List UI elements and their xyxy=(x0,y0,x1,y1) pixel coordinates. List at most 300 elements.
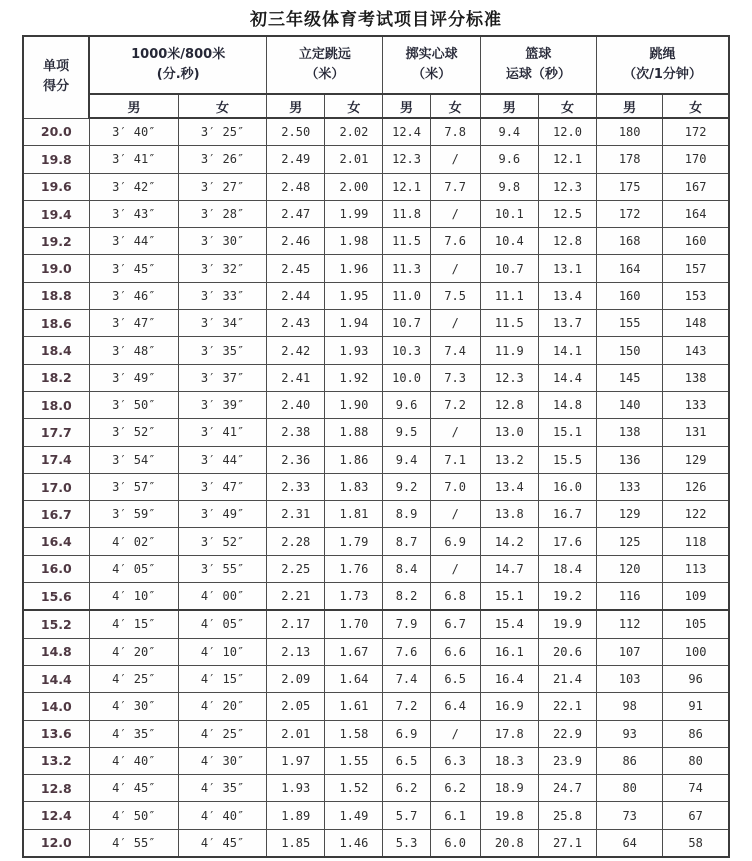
ball-female-cell: 7.2 xyxy=(430,391,480,418)
rope-female-cell: 118 xyxy=(663,528,729,555)
dribble-female-cell: 12.5 xyxy=(538,200,596,227)
run-female-cell: 3′ 25″ xyxy=(178,118,266,146)
run-female-cell: 3′ 28″ xyxy=(178,200,266,227)
jump-female-cell: 1.67 xyxy=(325,638,383,665)
jump-female-header: 女 xyxy=(325,94,383,118)
run-male-cell: 4′ 15″ xyxy=(89,610,178,638)
jump-female-cell: 1.81 xyxy=(325,501,383,528)
ball-male-cell: 7.4 xyxy=(383,665,430,692)
ball-female-cell: 6.0 xyxy=(430,829,480,857)
dribble-male-cell: 12.8 xyxy=(480,391,538,418)
jump-female-cell: 1.94 xyxy=(325,310,383,337)
rope-female-cell: 100 xyxy=(663,638,729,665)
dribble-male-cell: 19.8 xyxy=(480,802,538,829)
ball-male-header: 男 xyxy=(383,94,430,118)
jump-female-cell: 1.76 xyxy=(325,555,383,582)
dribble-female-cell: 16.0 xyxy=(538,473,596,500)
run-male-header: 男 xyxy=(89,94,178,118)
ball-female-cell: 6.3 xyxy=(430,747,480,774)
table-row xyxy=(23,665,729,692)
rope-female-cell: 138 xyxy=(663,364,729,391)
jump-female-cell: 1.88 xyxy=(325,419,383,446)
run-male-cell: 4′ 35″ xyxy=(89,720,178,747)
jump-male-header: 男 xyxy=(267,94,325,118)
dribble-female-cell: 16.7 xyxy=(538,501,596,528)
score-cell: 16.0 xyxy=(23,555,89,582)
jump-male-cell: 2.44 xyxy=(267,282,325,309)
jump-male-cell: 2.01 xyxy=(267,720,325,747)
run-female-cell: 3′ 26″ xyxy=(178,146,266,173)
run-female-cell: 4′ 15″ xyxy=(178,665,266,692)
score-cell: 16.4 xyxy=(23,528,89,555)
ball-male-cell: 8.2 xyxy=(383,583,430,611)
jump-male-cell: 2.25 xyxy=(267,555,325,582)
jump-female-cell: 1.79 xyxy=(325,528,383,555)
dribble-male-cell: 13.4 xyxy=(480,473,538,500)
jump-female-cell: 1.70 xyxy=(325,610,383,638)
ball-female-cell: 6.7 xyxy=(430,610,480,638)
run-female-cell: 3′ 34″ xyxy=(178,310,266,337)
ball-female-cell: 7.7 xyxy=(430,173,480,200)
run-female-cell: 3′ 35″ xyxy=(178,337,266,364)
table-row xyxy=(23,146,729,173)
jump-male-cell: 2.43 xyxy=(267,310,325,337)
score-cell: 20.0 xyxy=(23,118,89,146)
score-cell: 19.0 xyxy=(23,255,89,282)
run-male-cell: 3′ 41″ xyxy=(89,146,178,173)
table-row xyxy=(23,173,729,200)
run-male-cell: 4′ 30″ xyxy=(89,693,178,720)
ball-male-cell: 10.0 xyxy=(383,364,430,391)
ball-female-cell: 6.6 xyxy=(430,638,480,665)
jump-female-cell: 1.46 xyxy=(325,829,383,857)
table-row xyxy=(23,829,729,857)
run-male-cell: 4′ 45″ xyxy=(89,775,178,802)
jump-male-cell: 2.13 xyxy=(267,638,325,665)
rope-male-cell: 138 xyxy=(597,419,663,446)
dribble-male-cell: 15.4 xyxy=(480,610,538,638)
rope-male-cell: 98 xyxy=(597,693,663,720)
dribble-header-line1: 篮球 xyxy=(525,46,552,62)
ball-female-cell: 7.0 xyxy=(430,473,480,500)
table-row xyxy=(23,200,729,227)
score-standards-table xyxy=(22,35,730,858)
jump-male-cell: 2.46 xyxy=(267,228,325,255)
event-header-row xyxy=(23,36,729,94)
table-row xyxy=(23,720,729,747)
jump-male-cell: 2.40 xyxy=(267,391,325,418)
rope-male-cell: 80 xyxy=(597,775,663,802)
dribble-male-cell: 12.3 xyxy=(480,364,538,391)
score-column-header xyxy=(23,36,89,118)
rope-female-cell: 96 xyxy=(663,665,729,692)
event-header-run xyxy=(89,36,266,94)
rope-female-cell: 67 xyxy=(663,802,729,829)
rope-male-cell: 116 xyxy=(597,583,663,611)
dribble-female-cell: 22.9 xyxy=(538,720,596,747)
ball-male-cell: 9.5 xyxy=(383,419,430,446)
rope-female-cell: 157 xyxy=(663,255,729,282)
table-row xyxy=(23,310,729,337)
run-female-cell: 3′ 49″ xyxy=(178,501,266,528)
dribble-female-cell: 19.9 xyxy=(538,610,596,638)
rope-female-cell: 105 xyxy=(663,610,729,638)
table-row xyxy=(23,473,729,500)
jump-male-cell: 2.50 xyxy=(267,118,325,146)
run-male-cell: 3′ 50″ xyxy=(89,391,178,418)
run-male-cell: 4′ 10″ xyxy=(89,583,178,611)
rope-male-cell: 120 xyxy=(597,555,663,582)
score-cell: 17.7 xyxy=(23,419,89,446)
score-cell: 12.4 xyxy=(23,802,89,829)
jump-female-cell: 2.02 xyxy=(325,118,383,146)
run-female-cell: 4′ 20″ xyxy=(178,693,266,720)
jump-male-cell: 2.17 xyxy=(267,610,325,638)
dribble-male-cell: 14.2 xyxy=(480,528,538,555)
run-female-cell: 3′ 37″ xyxy=(178,364,266,391)
table-row xyxy=(23,282,729,309)
run-male-cell: 4′ 02″ xyxy=(89,528,178,555)
ball-male-cell: 7.2 xyxy=(383,693,430,720)
table-row xyxy=(23,775,729,802)
ball-female-cell: / xyxy=(430,720,480,747)
ball-female-cell: 6.9 xyxy=(430,528,480,555)
table-row xyxy=(23,337,729,364)
run-male-cell: 4′ 40″ xyxy=(89,747,178,774)
rope-female-cell: 153 xyxy=(663,282,729,309)
dribble-male-cell: 9.6 xyxy=(480,146,538,173)
score-cell: 18.8 xyxy=(23,282,89,309)
jump-male-cell: 2.28 xyxy=(267,528,325,555)
ball-female-cell: 7.1 xyxy=(430,446,480,473)
score-cell: 17.0 xyxy=(23,473,89,500)
rope-female-cell: 133 xyxy=(663,391,729,418)
dribble-female-cell: 15.1 xyxy=(538,419,596,446)
score-table-body xyxy=(23,118,729,857)
dribble-male-cell: 18.3 xyxy=(480,747,538,774)
rope-male-cell: 150 xyxy=(597,337,663,364)
score-cell: 13.2 xyxy=(23,747,89,774)
rope-male-cell: 172 xyxy=(597,200,663,227)
ball-female-cell: / xyxy=(430,555,480,582)
run-female-cell: 4′ 40″ xyxy=(178,802,266,829)
rope-header-line1: 跳绳 xyxy=(649,46,676,62)
score-header-line1: 单项 xyxy=(43,59,70,75)
jump-header-line2: （米） xyxy=(305,67,345,82)
jump-female-cell: 1.61 xyxy=(325,693,383,720)
dribble-male-cell: 10.1 xyxy=(480,200,538,227)
gender-header-row xyxy=(23,94,729,118)
score-cell: 19.8 xyxy=(23,146,89,173)
jump-male-cell: 2.33 xyxy=(267,473,325,500)
rope-male-cell: 73 xyxy=(597,802,663,829)
run-female-cell: 3′ 39″ xyxy=(178,391,266,418)
jump-female-cell: 1.58 xyxy=(325,720,383,747)
run-female-cell: 3′ 44″ xyxy=(178,446,266,473)
page-title: 初三年级体育考试项目评分标准 xyxy=(250,10,502,30)
dribble-female-cell: 20.6 xyxy=(538,638,596,665)
rope-female-cell: 131 xyxy=(663,419,729,446)
run-male-cell: 4′ 55″ xyxy=(89,829,178,857)
rope-male-cell: 164 xyxy=(597,255,663,282)
jump-female-cell: 2.01 xyxy=(325,146,383,173)
rope-male-cell: 86 xyxy=(597,747,663,774)
run-female-cell: 4′ 35″ xyxy=(178,775,266,802)
jump-male-cell: 2.38 xyxy=(267,419,325,446)
score-cell: 19.6 xyxy=(23,173,89,200)
table-row xyxy=(23,693,729,720)
rope-female-header: 女 xyxy=(663,94,729,118)
dribble-male-cell: 13.2 xyxy=(480,446,538,473)
dribble-female-cell: 23.9 xyxy=(538,747,596,774)
ball-female-cell: / xyxy=(430,146,480,173)
score-cell: 17.4 xyxy=(23,446,89,473)
ball-male-cell: 6.2 xyxy=(383,775,430,802)
dribble-female-cell: 14.4 xyxy=(538,364,596,391)
dribble-male-cell: 11.5 xyxy=(480,310,538,337)
jump-male-cell: 2.45 xyxy=(267,255,325,282)
jump-female-cell: 1.49 xyxy=(325,802,383,829)
jump-male-cell: 2.47 xyxy=(267,200,325,227)
run-male-cell: 3′ 40″ xyxy=(89,118,178,146)
dribble-female-cell: 18.4 xyxy=(538,555,596,582)
run-header-line1: 1000米/800米 xyxy=(131,46,226,62)
ball-header-line2: （米） xyxy=(412,67,452,82)
ball-male-cell: 8.7 xyxy=(383,528,430,555)
score-cell: 19.4 xyxy=(23,200,89,227)
ball-male-cell: 11.8 xyxy=(383,200,430,227)
score-cell: 18.2 xyxy=(23,364,89,391)
jump-male-cell: 1.93 xyxy=(267,775,325,802)
rope-female-cell: 160 xyxy=(663,228,729,255)
ball-male-cell: 12.3 xyxy=(383,146,430,173)
dribble-female-cell: 13.7 xyxy=(538,310,596,337)
rope-female-cell: 129 xyxy=(663,446,729,473)
ball-male-cell: 7.9 xyxy=(383,610,430,638)
ball-female-cell: / xyxy=(430,501,480,528)
ball-male-cell: 12.1 xyxy=(383,173,430,200)
ball-male-cell: 10.7 xyxy=(383,310,430,337)
ball-header-line1: 掷实心球 xyxy=(405,46,458,62)
jump-female-cell: 1.55 xyxy=(325,747,383,774)
run-female-cell: 3′ 55″ xyxy=(178,555,266,582)
ball-male-cell: 5.3 xyxy=(383,829,430,857)
event-header-long-jump xyxy=(267,36,383,94)
jump-male-cell: 1.85 xyxy=(267,829,325,857)
score-cell: 16.7 xyxy=(23,501,89,528)
dribble-female-header: 女 xyxy=(538,94,596,118)
ball-male-cell: 11.3 xyxy=(383,255,430,282)
run-female-cell: 3′ 32″ xyxy=(178,255,266,282)
dribble-male-cell: 9.4 xyxy=(480,118,538,146)
dribble-female-cell: 17.6 xyxy=(538,528,596,555)
dribble-male-cell: 13.0 xyxy=(480,419,538,446)
jump-female-cell: 1.95 xyxy=(325,282,383,309)
run-header-line2: (分.秒) xyxy=(156,67,200,82)
score-cell: 15.6 xyxy=(23,583,89,611)
ball-male-cell: 11.0 xyxy=(383,282,430,309)
table-row xyxy=(23,583,729,611)
jump-female-cell: 2.00 xyxy=(325,173,383,200)
ball-female-cell: / xyxy=(430,200,480,227)
run-female-cell: 4′ 25″ xyxy=(178,720,266,747)
rope-female-cell: 109 xyxy=(663,583,729,611)
dribble-female-cell: 13.4 xyxy=(538,282,596,309)
run-male-cell: 3′ 43″ xyxy=(89,200,178,227)
rope-female-cell: 86 xyxy=(663,720,729,747)
ball-female-cell: 7.5 xyxy=(430,282,480,309)
run-female-cell: 3′ 27″ xyxy=(178,173,266,200)
rope-male-cell: 168 xyxy=(597,228,663,255)
table-row xyxy=(23,228,729,255)
run-male-cell: 3′ 42″ xyxy=(89,173,178,200)
score-cell: 14.0 xyxy=(23,693,89,720)
dribble-male-cell: 16.1 xyxy=(480,638,538,665)
jump-female-cell: 1.64 xyxy=(325,665,383,692)
run-male-cell: 3′ 59″ xyxy=(89,501,178,528)
jump-female-cell: 1.83 xyxy=(325,473,383,500)
jump-female-cell: 1.52 xyxy=(325,775,383,802)
table-row xyxy=(23,528,729,555)
jump-female-cell: 1.73 xyxy=(325,583,383,611)
dribble-female-cell: 21.4 xyxy=(538,665,596,692)
score-cell: 14.8 xyxy=(23,638,89,665)
run-male-cell: 3′ 46″ xyxy=(89,282,178,309)
rope-male-cell: 129 xyxy=(597,501,663,528)
dribble-male-cell: 17.8 xyxy=(480,720,538,747)
dribble-female-cell: 15.5 xyxy=(538,446,596,473)
dribble-female-cell: 13.1 xyxy=(538,255,596,282)
jump-male-cell: 2.09 xyxy=(267,665,325,692)
ball-male-cell: 9.6 xyxy=(383,391,430,418)
score-cell: 18.0 xyxy=(23,391,89,418)
ball-female-cell: / xyxy=(430,255,480,282)
ball-male-cell: 8.9 xyxy=(383,501,430,528)
ball-female-cell: / xyxy=(430,310,480,337)
score-cell: 14.4 xyxy=(23,665,89,692)
rope-female-cell: 167 xyxy=(663,173,729,200)
score-cell: 15.2 xyxy=(23,610,89,638)
rope-male-cell: 136 xyxy=(597,446,663,473)
run-male-cell: 3′ 57″ xyxy=(89,473,178,500)
dribble-female-cell: 22.1 xyxy=(538,693,596,720)
rope-female-cell: 58 xyxy=(663,829,729,857)
run-female-cell: 3′ 41″ xyxy=(178,419,266,446)
rope-male-cell: 107 xyxy=(597,638,663,665)
dribble-female-cell: 19.2 xyxy=(538,583,596,611)
run-male-cell: 3′ 52″ xyxy=(89,419,178,446)
dribble-female-cell: 14.1 xyxy=(538,337,596,364)
rope-male-cell: 125 xyxy=(597,528,663,555)
event-header-solid-ball xyxy=(383,36,480,94)
jump-female-cell: 1.86 xyxy=(325,446,383,473)
jump-female-cell: 1.93 xyxy=(325,337,383,364)
jump-male-cell: 2.42 xyxy=(267,337,325,364)
jump-female-cell: 1.92 xyxy=(325,364,383,391)
jump-male-cell: 1.97 xyxy=(267,747,325,774)
rope-female-cell: 148 xyxy=(663,310,729,337)
jump-male-cell: 2.49 xyxy=(267,146,325,173)
dribble-female-cell: 25.8 xyxy=(538,802,596,829)
rope-header-line2: （次/1分钟） xyxy=(623,67,702,82)
rope-male-header: 男 xyxy=(597,94,663,118)
score-cell: 12.0 xyxy=(23,829,89,857)
rope-male-cell: 93 xyxy=(597,720,663,747)
jump-male-cell: 2.31 xyxy=(267,501,325,528)
ball-male-cell: 8.4 xyxy=(383,555,430,582)
dribble-male-cell: 15.1 xyxy=(480,583,538,611)
table-row xyxy=(23,364,729,391)
ball-male-cell: 6.5 xyxy=(383,747,430,774)
ball-male-cell: 11.5 xyxy=(383,228,430,255)
score-cell: 19.2 xyxy=(23,228,89,255)
run-male-cell: 3′ 47″ xyxy=(89,310,178,337)
rope-male-cell: 103 xyxy=(597,665,663,692)
run-male-cell: 3′ 48″ xyxy=(89,337,178,364)
run-male-cell: 4′ 50″ xyxy=(89,802,178,829)
jump-female-cell: 1.98 xyxy=(325,228,383,255)
run-male-cell: 3′ 44″ xyxy=(89,228,178,255)
score-cell: 18.6 xyxy=(23,310,89,337)
dribble-male-header: 男 xyxy=(480,94,538,118)
table-row xyxy=(23,419,729,446)
jump-male-cell: 2.48 xyxy=(267,173,325,200)
score-cell: 13.6 xyxy=(23,720,89,747)
run-female-cell: 4′ 10″ xyxy=(178,638,266,665)
rope-female-cell: 172 xyxy=(663,118,729,146)
table-row xyxy=(23,638,729,665)
jump-female-cell: 1.96 xyxy=(325,255,383,282)
table-row xyxy=(23,555,729,582)
rope-male-cell: 175 xyxy=(597,173,663,200)
rope-male-cell: 145 xyxy=(597,364,663,391)
table-row xyxy=(23,446,729,473)
rope-male-cell: 178 xyxy=(597,146,663,173)
ball-female-cell: 7.8 xyxy=(430,118,480,146)
run-male-cell: 3′ 45″ xyxy=(89,255,178,282)
dribble-male-cell: 16.9 xyxy=(480,693,538,720)
rope-female-cell: 170 xyxy=(663,146,729,173)
run-male-cell: 3′ 54″ xyxy=(89,446,178,473)
dribble-female-cell: 14.8 xyxy=(538,391,596,418)
rope-male-cell: 140 xyxy=(597,391,663,418)
run-female-cell: 4′ 30″ xyxy=(178,747,266,774)
ball-female-cell: 6.8 xyxy=(430,583,480,611)
run-female-cell: 4′ 05″ xyxy=(178,610,266,638)
dribble-male-cell: 11.9 xyxy=(480,337,538,364)
score-cell: 12.8 xyxy=(23,775,89,802)
table-row xyxy=(23,610,729,638)
ball-female-cell: 7.3 xyxy=(430,364,480,391)
ball-male-cell: 5.7 xyxy=(383,802,430,829)
dribble-header-line2: 运球（秒） xyxy=(505,67,571,82)
jump-male-cell: 2.21 xyxy=(267,583,325,611)
jump-female-cell: 1.99 xyxy=(325,200,383,227)
ball-male-cell: 9.2 xyxy=(383,473,430,500)
dribble-female-cell: 12.8 xyxy=(538,228,596,255)
run-female-cell: 3′ 33″ xyxy=(178,282,266,309)
ball-female-cell: 6.4 xyxy=(430,693,480,720)
table-row xyxy=(23,118,729,146)
table-row xyxy=(23,501,729,528)
dribble-male-cell: 10.7 xyxy=(480,255,538,282)
ball-female-cell: / xyxy=(430,419,480,446)
dribble-female-cell: 24.7 xyxy=(538,775,596,802)
table-row xyxy=(23,747,729,774)
ball-female-cell: 7.6 xyxy=(430,228,480,255)
dribble-female-cell: 27.1 xyxy=(538,829,596,857)
dribble-female-cell: 12.0 xyxy=(538,118,596,146)
